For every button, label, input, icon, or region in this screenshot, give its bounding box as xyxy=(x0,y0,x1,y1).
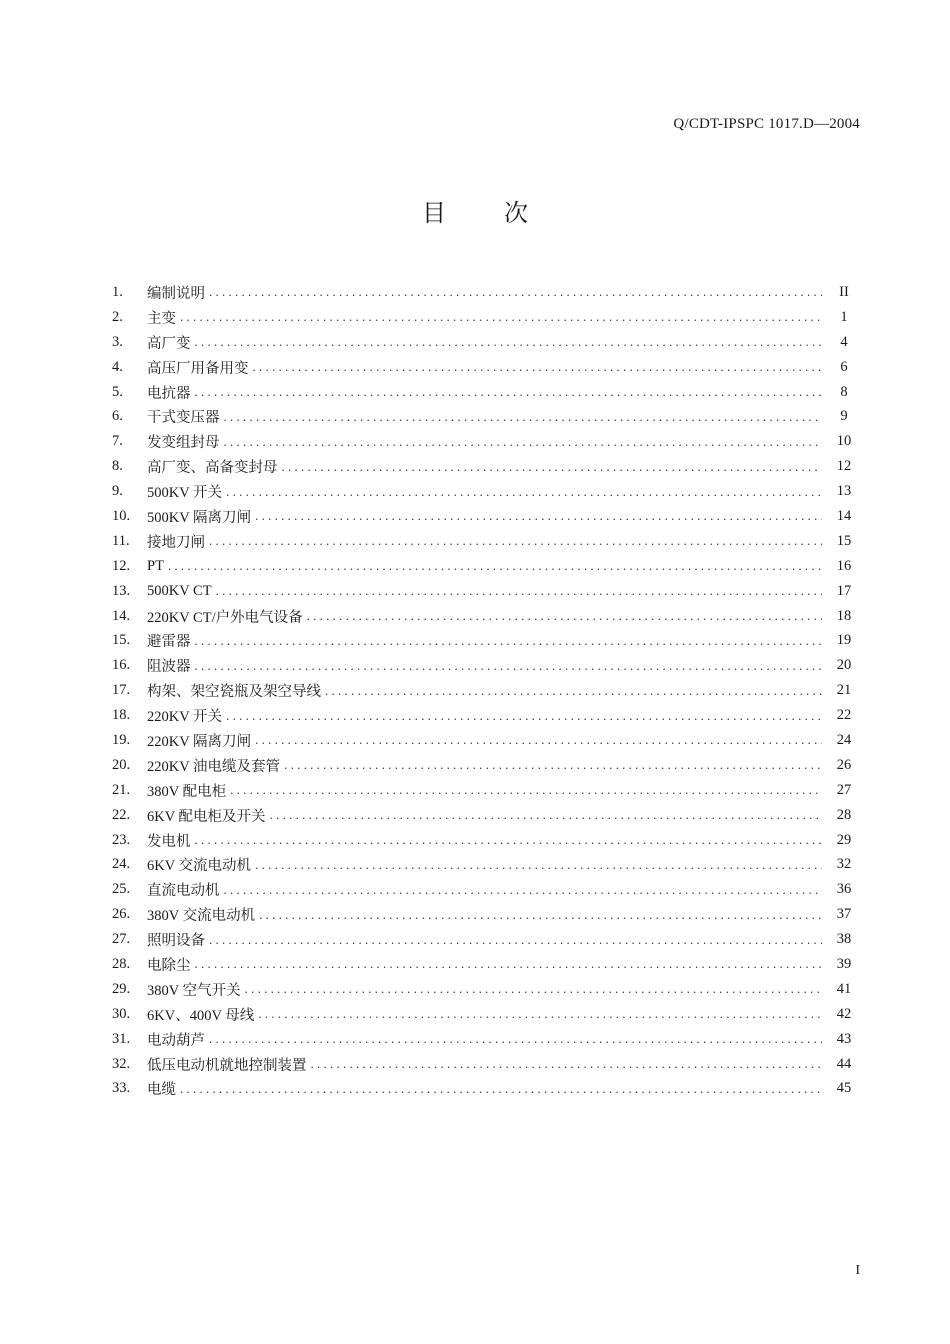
toc-entry-page: 39 xyxy=(836,955,852,972)
toc-entry-page: 19 xyxy=(836,632,852,649)
toc-entry-label: 接地刀闸 xyxy=(147,534,205,551)
toc-entry-number: 16. xyxy=(112,657,131,674)
toc-entry-label: 高厂变 xyxy=(147,335,191,352)
toc-entry-number: 4. xyxy=(112,358,123,375)
toc-entry-label: 6KV 配电柜及开关 xyxy=(147,808,266,825)
toc-dot-leader xyxy=(255,732,822,748)
toc-entry-label: 高厂变、高备变封母 xyxy=(147,460,278,477)
toc-entry-label: 低压电动机就地控制装置 xyxy=(147,1057,307,1074)
toc-dot-leader xyxy=(226,708,822,724)
toc-entry-number: 13. xyxy=(112,582,131,599)
toc-entry-page: 42 xyxy=(836,1005,852,1022)
toc-entry-page: 13 xyxy=(836,483,852,500)
toc-dot-leader xyxy=(230,782,822,798)
toc-entry-page: 4 xyxy=(840,333,848,350)
toc-dot-leader xyxy=(270,807,822,823)
toc-entry[interactable] xyxy=(112,604,860,629)
toc-entry-page: 43 xyxy=(836,1030,852,1047)
toc-entry-number: 10. xyxy=(112,507,131,524)
toc-entry[interactable] xyxy=(112,1027,860,1052)
toc-entry-number: 32. xyxy=(112,1055,131,1072)
page-title xyxy=(0,193,950,228)
toc-entry-page: 6 xyxy=(840,358,848,375)
toc-entry-label: 构架、架空瓷瓶及架空导线 xyxy=(147,684,321,701)
toc-entry-page: 9 xyxy=(840,408,848,425)
toc-entry-number: 18. xyxy=(112,707,131,724)
toc-entry[interactable] xyxy=(112,1077,860,1102)
toc-dot-leader xyxy=(253,359,823,375)
toc-entry-page: 26 xyxy=(836,756,852,773)
toc-entry-page: 45 xyxy=(836,1080,852,1097)
toc-entry-number: 31. xyxy=(112,1030,131,1047)
toc-entry-page: 44 xyxy=(836,1055,852,1072)
toc-entry-page: 29 xyxy=(836,831,852,848)
toc-entry-page: 38 xyxy=(836,931,852,948)
toc-entry[interactable] xyxy=(112,952,860,977)
toc-entry-label: 高压厂用备用变 xyxy=(147,360,249,377)
toc-entry-label: 380V 空气开关 xyxy=(147,982,241,999)
toc-entry-page: 21 xyxy=(836,682,852,699)
toc-entry-label: 直流电动机 xyxy=(147,883,220,900)
toc-entry-page: 36 xyxy=(836,881,852,898)
title-char-1: 目 xyxy=(422,199,446,227)
toc-entry[interactable] xyxy=(112,1052,860,1077)
toc-dot-leader xyxy=(224,434,823,450)
toc-entry-page: 41 xyxy=(836,980,852,997)
toc-entry-label: 220KV 隔离刀闸 xyxy=(147,733,252,750)
toc-entry-number: 2. xyxy=(112,308,123,325)
toc-dot-leader xyxy=(195,384,823,400)
toc-entry[interactable] xyxy=(112,678,860,703)
toc-entry-label: 编制说明 xyxy=(147,285,205,302)
toc-entry[interactable] xyxy=(112,305,860,330)
toc-entry[interactable] xyxy=(112,902,860,927)
toc-entry-label: 500KV 隔离刀闸 xyxy=(147,509,252,526)
toc-entry[interactable] xyxy=(112,852,860,877)
toc-entry-page: 22 xyxy=(836,707,852,724)
toc-entry-page: 10 xyxy=(836,433,852,450)
toc-entry[interactable] xyxy=(112,504,860,529)
title-char-2: 次 xyxy=(504,199,528,227)
toc-entry-page: 15 xyxy=(836,532,852,549)
toc-entry-label: 220KV 油电缆及套管 xyxy=(147,758,281,775)
toc-entry-label: 6KV 交流电动机 xyxy=(147,858,252,875)
toc-dot-leader xyxy=(195,334,823,350)
toc-entry[interactable] xyxy=(112,778,860,803)
toc-entry-number: 6. xyxy=(112,408,123,425)
toc-entry-page: 32 xyxy=(836,856,852,873)
toc-entry-page: 17 xyxy=(836,582,852,599)
toc-entry-label: 500KV CT xyxy=(147,582,212,599)
toc-entry[interactable] xyxy=(112,877,860,902)
toc-entry-label: 380V 交流电动机 xyxy=(147,908,256,925)
toc-entry[interactable] xyxy=(112,579,860,604)
toc-entry-label: 电除尘 xyxy=(147,957,191,974)
toc-entry-number: 9. xyxy=(112,483,123,500)
toc-entry[interactable] xyxy=(112,529,860,554)
toc-entry-number: 28. xyxy=(112,955,131,972)
toc-entry-page: 18 xyxy=(836,607,852,624)
toc-entry[interactable] xyxy=(112,280,860,305)
toc-entry[interactable] xyxy=(112,828,860,853)
toc-entry-label: 发变组封母 xyxy=(147,435,220,452)
toc-dot-leader xyxy=(226,484,822,500)
toc-entry-number: 25. xyxy=(112,881,131,898)
toc-entry-label: 500KV 开关 xyxy=(147,485,223,502)
toc-entry-label: 主变 xyxy=(147,310,176,327)
toc-entry-page: 20 xyxy=(836,657,852,674)
toc-dot-leader xyxy=(195,633,823,649)
toc-entry-number: 1. xyxy=(112,283,123,300)
toc-entry-number: 17. xyxy=(112,682,131,699)
toc-dot-leader xyxy=(258,1006,822,1022)
toc-entry[interactable] xyxy=(112,355,860,380)
toc-dot-leader xyxy=(195,832,823,848)
toc-entry-number: 21. xyxy=(112,781,131,798)
toc-dot-leader xyxy=(209,932,822,948)
toc-entry[interactable] xyxy=(112,554,860,579)
toc-dot-leader xyxy=(307,608,822,624)
toc-dot-leader xyxy=(224,882,823,898)
toc-dot-leader xyxy=(209,533,822,549)
toc-entry[interactable] xyxy=(112,977,860,1002)
toc-entry[interactable] xyxy=(112,330,860,355)
toc-entry-number: 12. xyxy=(112,557,131,574)
toc-dot-leader xyxy=(311,1056,823,1072)
toc-entry[interactable] xyxy=(112,1002,860,1027)
toc-entry-page: II xyxy=(839,283,849,300)
toc-dot-leader xyxy=(245,981,822,997)
toc-entry[interactable] xyxy=(112,753,860,778)
toc-dot-leader xyxy=(255,857,822,873)
toc-dot-leader xyxy=(195,956,823,972)
toc-dot-leader xyxy=(216,583,822,599)
toc-dot-leader xyxy=(180,1081,822,1097)
toc-dot-leader xyxy=(255,508,822,524)
toc-dot-leader xyxy=(325,683,822,699)
toc-entry[interactable] xyxy=(112,803,860,828)
toc-dot-leader xyxy=(209,1031,822,1047)
toc-dot-leader xyxy=(195,658,823,674)
toc-entry-number: 19. xyxy=(112,731,131,748)
toc-entry-label: 干式变压器 xyxy=(147,410,220,427)
toc-entry-number: 29. xyxy=(112,980,131,997)
toc-dot-leader xyxy=(284,757,822,773)
toc-entry-number: 11. xyxy=(112,532,130,549)
toc-entry-label: 220KV 开关 xyxy=(147,709,223,726)
toc-entry-label: 220KV CT/户外电气设备 xyxy=(147,609,303,626)
toc-entry-number: 5. xyxy=(112,383,123,400)
toc-entry-page: 24 xyxy=(836,731,852,748)
toc-entry-page: 8 xyxy=(840,383,848,400)
toc-entry-page: 37 xyxy=(836,906,852,923)
table-of-contents xyxy=(112,280,860,1101)
toc-entry-page: 28 xyxy=(836,806,852,823)
toc-entry-number: 14. xyxy=(112,607,131,624)
toc-entry-page: 1 xyxy=(840,308,848,325)
toc-entry-label: 阻波器 xyxy=(147,659,191,676)
toc-entry-number: 7. xyxy=(112,433,123,450)
toc-entry-number: 30. xyxy=(112,1005,131,1022)
toc-entry-label: 电抗器 xyxy=(147,385,191,402)
toc-entry-number: 22. xyxy=(112,806,131,823)
toc-entry-label: 电动葫芦 xyxy=(147,1032,205,1049)
toc-entry-number: 15. xyxy=(112,632,131,649)
toc-entry[interactable] xyxy=(112,927,860,952)
toc-entry-label: 发电机 xyxy=(147,833,191,850)
toc-entry-number: 8. xyxy=(112,458,123,475)
toc-entry-page: 27 xyxy=(836,781,852,798)
toc-entry[interactable] xyxy=(112,653,860,678)
toc-entry-label: 380V 配电柜 xyxy=(147,783,227,800)
toc-entry-number: 24. xyxy=(112,856,131,873)
toc-entry[interactable] xyxy=(112,429,860,454)
toc-entry[interactable] xyxy=(112,728,860,753)
toc-entry[interactable] xyxy=(112,454,860,479)
toc-entry-number: 26. xyxy=(112,906,131,923)
toc-entry[interactable] xyxy=(112,703,860,728)
toc-entry-label: 照明设备 xyxy=(147,933,205,950)
toc-entry-number: 27. xyxy=(112,931,131,948)
page-number: I xyxy=(855,1263,860,1278)
toc-entry-number: 23. xyxy=(112,831,131,848)
toc-entry[interactable] xyxy=(112,380,860,405)
toc-entry-number: 20. xyxy=(112,756,131,773)
toc-entry-number: 33. xyxy=(112,1080,131,1097)
toc-entry-label: 避雷器 xyxy=(147,634,191,651)
toc-entry-label: PT xyxy=(147,557,164,574)
document-code: Q/CDT-IPSPC 1017.D—2004 xyxy=(673,116,860,132)
toc-entry-label: 6KV、400V 母线 xyxy=(147,1007,255,1024)
toc-dot-leader xyxy=(209,284,822,300)
toc-entry[interactable] xyxy=(112,479,860,504)
toc-entry[interactable] xyxy=(112,404,860,429)
toc-entry-page: 14 xyxy=(836,507,852,524)
toc-entry[interactable] xyxy=(112,628,860,653)
toc-dot-leader xyxy=(282,459,823,475)
toc-dot-leader xyxy=(259,907,822,923)
toc-dot-leader xyxy=(168,558,822,574)
toc-dot-leader xyxy=(224,409,823,425)
toc-entry-page: 16 xyxy=(836,557,852,574)
toc-entry-label: 电缆 xyxy=(147,1082,176,1099)
toc-entry-page: 12 xyxy=(836,458,852,475)
toc-dot-leader xyxy=(180,309,822,325)
toc-entry-number: 3. xyxy=(112,333,123,350)
